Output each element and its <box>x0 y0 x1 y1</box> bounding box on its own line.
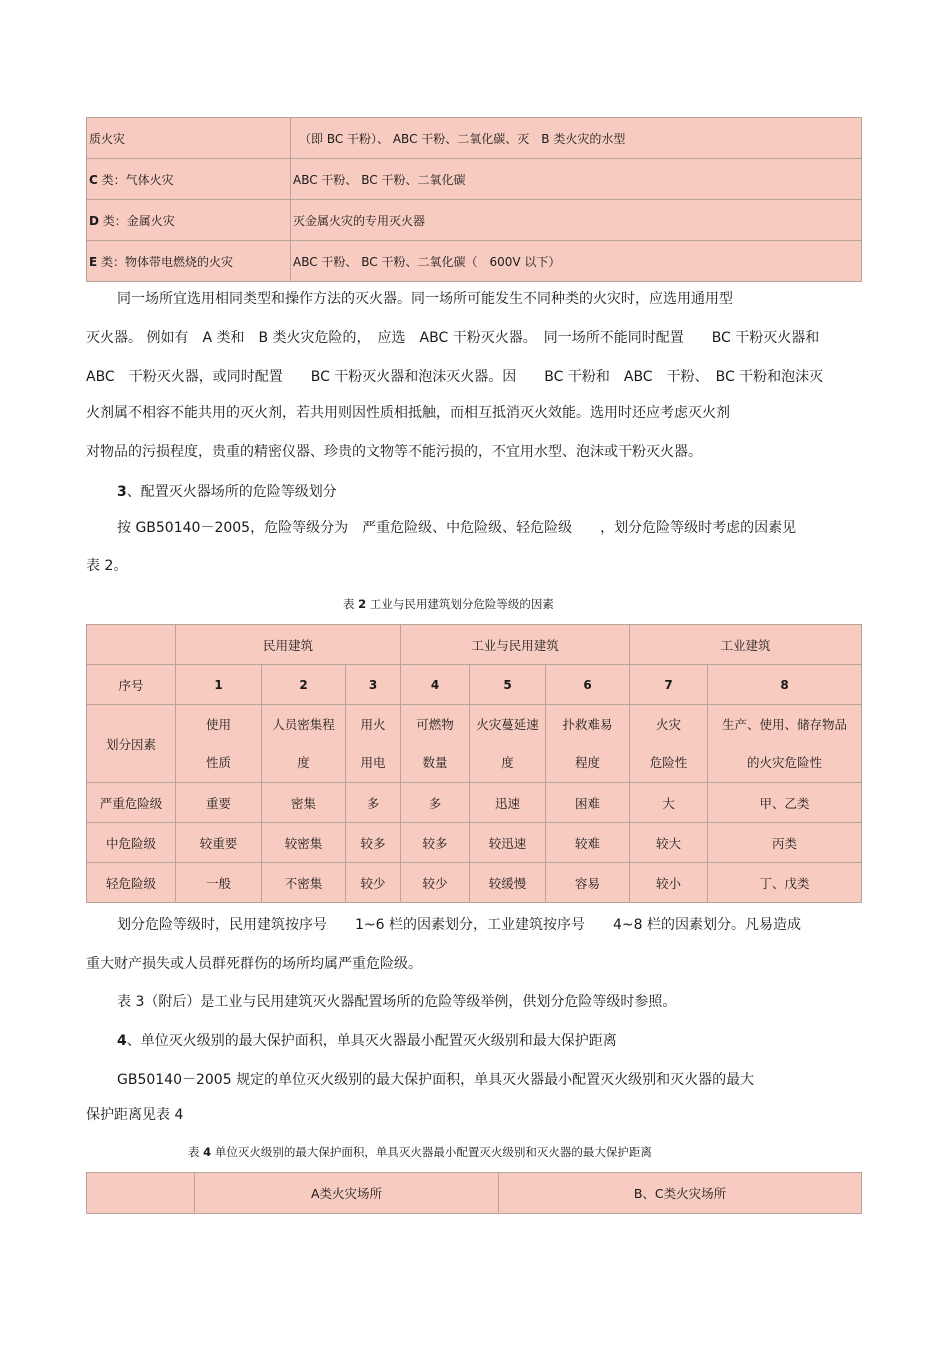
level-value: 一般 <box>176 863 262 903</box>
level-value: 较缓慢 <box>470 863 546 903</box>
extinguisher-cell: ABC 干粉、 BC 干粉、二氧化碳（ 600V 以下） <box>291 241 862 282</box>
section4-heading <box>117 1032 617 1050</box>
level-value: 密集 <box>262 783 346 823</box>
fire-class-letter: C <box>89 172 98 187</box>
group-industrial: 工业建筑 <box>630 625 862 665</box>
paragraph1-line3: ABC 干粉灭火器，或同时配置 BC 干粉灭火器和泡沫灭火器。因 BC 干粉和 ABC 干粉、 BC 干粉和泡沫灭 <box>86 369 824 385</box>
factor-line: 用电 <box>360 754 386 770</box>
level-value: 迅速 <box>470 783 546 823</box>
factor-cell <box>346 705 401 783</box>
fire-class-text: 类：物体带电燃烧的火灾 <box>97 254 234 269</box>
table-row <box>87 705 862 783</box>
seq-number: 3 <box>346 665 401 705</box>
fire-class-table <box>86 117 862 282</box>
level-name: 轻危险级 <box>87 863 176 903</box>
factor-line: 危险性 <box>649 754 688 770</box>
factor-line: 人员密集程 <box>272 716 335 732</box>
level-value: 较多 <box>346 823 401 863</box>
seq-number: 4 <box>401 665 470 705</box>
level-value: 较密集 <box>262 823 346 863</box>
seq-number: 8 <box>708 665 862 705</box>
fire-class-cell <box>87 159 291 200</box>
hazard-factor-table <box>86 624 862 903</box>
level-value: 较大 <box>630 823 708 863</box>
paragraph1-line2: 灭火器。 例如有 A 类和 B 类火灾危险的， 应选 ABC 干粉灭火器。 同一场所不能同时配置 BC 干粉灭火器和 <box>86 330 820 346</box>
table4-header-class-a: A类火灾场所 <box>195 1173 499 1214</box>
table-row <box>87 200 862 241</box>
table-row <box>87 823 862 863</box>
level-value: 甲、乙类 <box>708 783 862 823</box>
fire-class-text: 类：气体火灾 <box>97 172 174 187</box>
factor-cell <box>546 705 630 783</box>
level-value: 较重要 <box>176 823 262 863</box>
table-row <box>87 625 862 665</box>
table-row <box>87 118 862 159</box>
factor-line: 可燃物 <box>416 716 454 732</box>
table2-caption-text: 工业与民用建筑划分危险等级的因素 <box>366 597 554 611</box>
factor-line: 生产、使用、储存物品 <box>722 716 848 732</box>
table4-caption-prefix: 表 <box>188 1145 204 1159</box>
table4-caption-number: 4 <box>203 1145 212 1159</box>
factor-cell <box>708 705 862 783</box>
paragraph2-line1: 划分危险等级时，民用建筑按序号 1~6 栏的因素划分，工业建筑按序号 4~8 栏的因素划分。凡易造成 <box>117 917 801 933</box>
level-value: 重要 <box>176 783 262 823</box>
table2-caption <box>343 596 554 612</box>
factor-cell <box>401 705 470 783</box>
level-value: 较少 <box>346 863 401 903</box>
level-value: 丁、戊类 <box>708 863 862 903</box>
paragraph2-line2: 重大财产损失或人员群死群伤的场所均属严重危险级。 <box>86 956 422 972</box>
seq-number: 7 <box>630 665 708 705</box>
section3-heading <box>117 483 337 501</box>
factor-line: 使用 <box>205 716 231 732</box>
level-value: 较少 <box>401 863 470 903</box>
paragraph1-line1: 同一场所宜选用相同类型和操作方法的灭火器。同一场所可能发生不同种类的火灾时，应选用通用型 <box>117 291 733 307</box>
level-value: 较多 <box>401 823 470 863</box>
factor-line: 度 <box>501 754 514 770</box>
extinguisher-cell: 灭金属火灾的专用灭火器 <box>291 200 862 241</box>
level-value: 丙类 <box>708 823 862 863</box>
section3-heading-text: 、配置灭火器场所的危险等级划分 <box>126 484 337 500</box>
section4-number: 4 <box>117 1033 127 1049</box>
table-row <box>87 159 862 200</box>
level-value: 较难 <box>546 823 630 863</box>
factor-line: 数量 <box>422 754 448 770</box>
seq-number: 1 <box>176 665 262 705</box>
level-value: 较迅速 <box>470 823 546 863</box>
table2-caption-prefix: 表 <box>343 597 359 611</box>
group-civil: 民用建筑 <box>176 625 401 665</box>
seq-number: 5 <box>470 665 546 705</box>
section4-line2: 保护距离见表 4 <box>86 1107 184 1123</box>
table4-caption <box>188 1144 652 1160</box>
seq-number: 2 <box>262 665 346 705</box>
table-row <box>87 665 862 705</box>
table4-caption-text: 单位灭火级别的最大保护面积，单具灭火器最小配置灭火级别和灭火器的最大保护距离 <box>211 1145 652 1159</box>
paragraph2-line3: 表 3（附后）是工业与民用建筑灭火器配置场所的危险等级举例，供划分危险等级时参照。 <box>117 994 677 1010</box>
factor-line: 用火 <box>360 716 386 732</box>
level-name: 中危险级 <box>87 823 176 863</box>
factor-line: 性质 <box>205 754 231 770</box>
fire-class-letter: E <box>89 254 98 269</box>
factor-label: 划分因素 <box>87 705 176 783</box>
factor-cell <box>262 705 346 783</box>
factor-line: 扑救难易 <box>562 716 613 732</box>
level-value: 多 <box>401 783 470 823</box>
factor-cell <box>630 705 708 783</box>
section4-heading-text: 、单位灭火级别的最大保护面积，单具灭火器最小配置灭火级别和最大保护距离 <box>126 1033 617 1049</box>
factor-line: 火灾 <box>656 716 682 732</box>
paragraph1-line4: 火剂属不相容不能共用的灭火剂，若共用则因性质相抵触，而相互抵消灭火效能。选用时还应考虑灭火剂 <box>86 405 730 421</box>
paragraph1-line5: 对物品的污损程度，贵重的精密仪器、珍贵的文物等不能污损的，不宜用水型、泡沫或干粉灭火器。 <box>86 444 702 460</box>
table4-header-class-bc: B、C类火灾场所 <box>499 1173 862 1214</box>
group-mixed: 工业与民用建筑 <box>401 625 630 665</box>
section3-line1: 按 GB50140－2005，危险等级分为 严重危险级、中危险级、轻危险级 ，划分危险等级时考虑的因素见 <box>117 520 797 536</box>
table-row <box>87 783 862 823</box>
level-value: 大 <box>630 783 708 823</box>
fire-class-text: 类：金属火灾 <box>98 213 175 228</box>
table-row <box>87 241 862 282</box>
fire-class-letter: D <box>89 213 99 228</box>
protection-distance-table <box>86 1172 862 1214</box>
factor-line: 火灾蔓延速 <box>476 716 539 732</box>
section3-line2: 表 2。 <box>86 558 128 574</box>
seq-number: 6 <box>546 665 630 705</box>
level-value: 困难 <box>546 783 630 823</box>
factor-line: 程度 <box>575 754 601 770</box>
table-row <box>87 863 862 903</box>
table2-caption-number: 2 <box>358 597 367 611</box>
fire-class-text: 质火灾 <box>89 131 126 146</box>
section4-line1: GB50140－2005 规定的单位灭火级别的最大保护面积，单具灭火器最小配置灭火级别和灭火器的最大 <box>117 1072 755 1088</box>
table4-header-blank <box>87 1173 195 1214</box>
level-value: 不密集 <box>262 863 346 903</box>
seq-label: 序号 <box>87 665 176 705</box>
factor-line: 的火灾危险性 <box>747 754 823 770</box>
fire-class-cell <box>87 241 291 282</box>
factor-line: 度 <box>297 754 310 770</box>
fire-class-cell <box>87 118 291 159</box>
level-value: 容易 <box>546 863 630 903</box>
level-name: 严重危险级 <box>87 783 176 823</box>
fire-class-cell <box>87 200 291 241</box>
section3-number: 3 <box>117 484 127 500</box>
extinguisher-cell: （即 BC 干粉）、 ABC 干粉、二氧化碳、灭 B 类火灾的水型 <box>291 118 862 159</box>
level-value: 较小 <box>630 863 708 903</box>
factor-cell <box>470 705 546 783</box>
extinguisher-cell: ABC 干粉、 BC 干粉、二氧化碳 <box>291 159 862 200</box>
corner-cell <box>87 625 176 665</box>
factor-cell <box>176 705 262 783</box>
level-value: 多 <box>346 783 401 823</box>
